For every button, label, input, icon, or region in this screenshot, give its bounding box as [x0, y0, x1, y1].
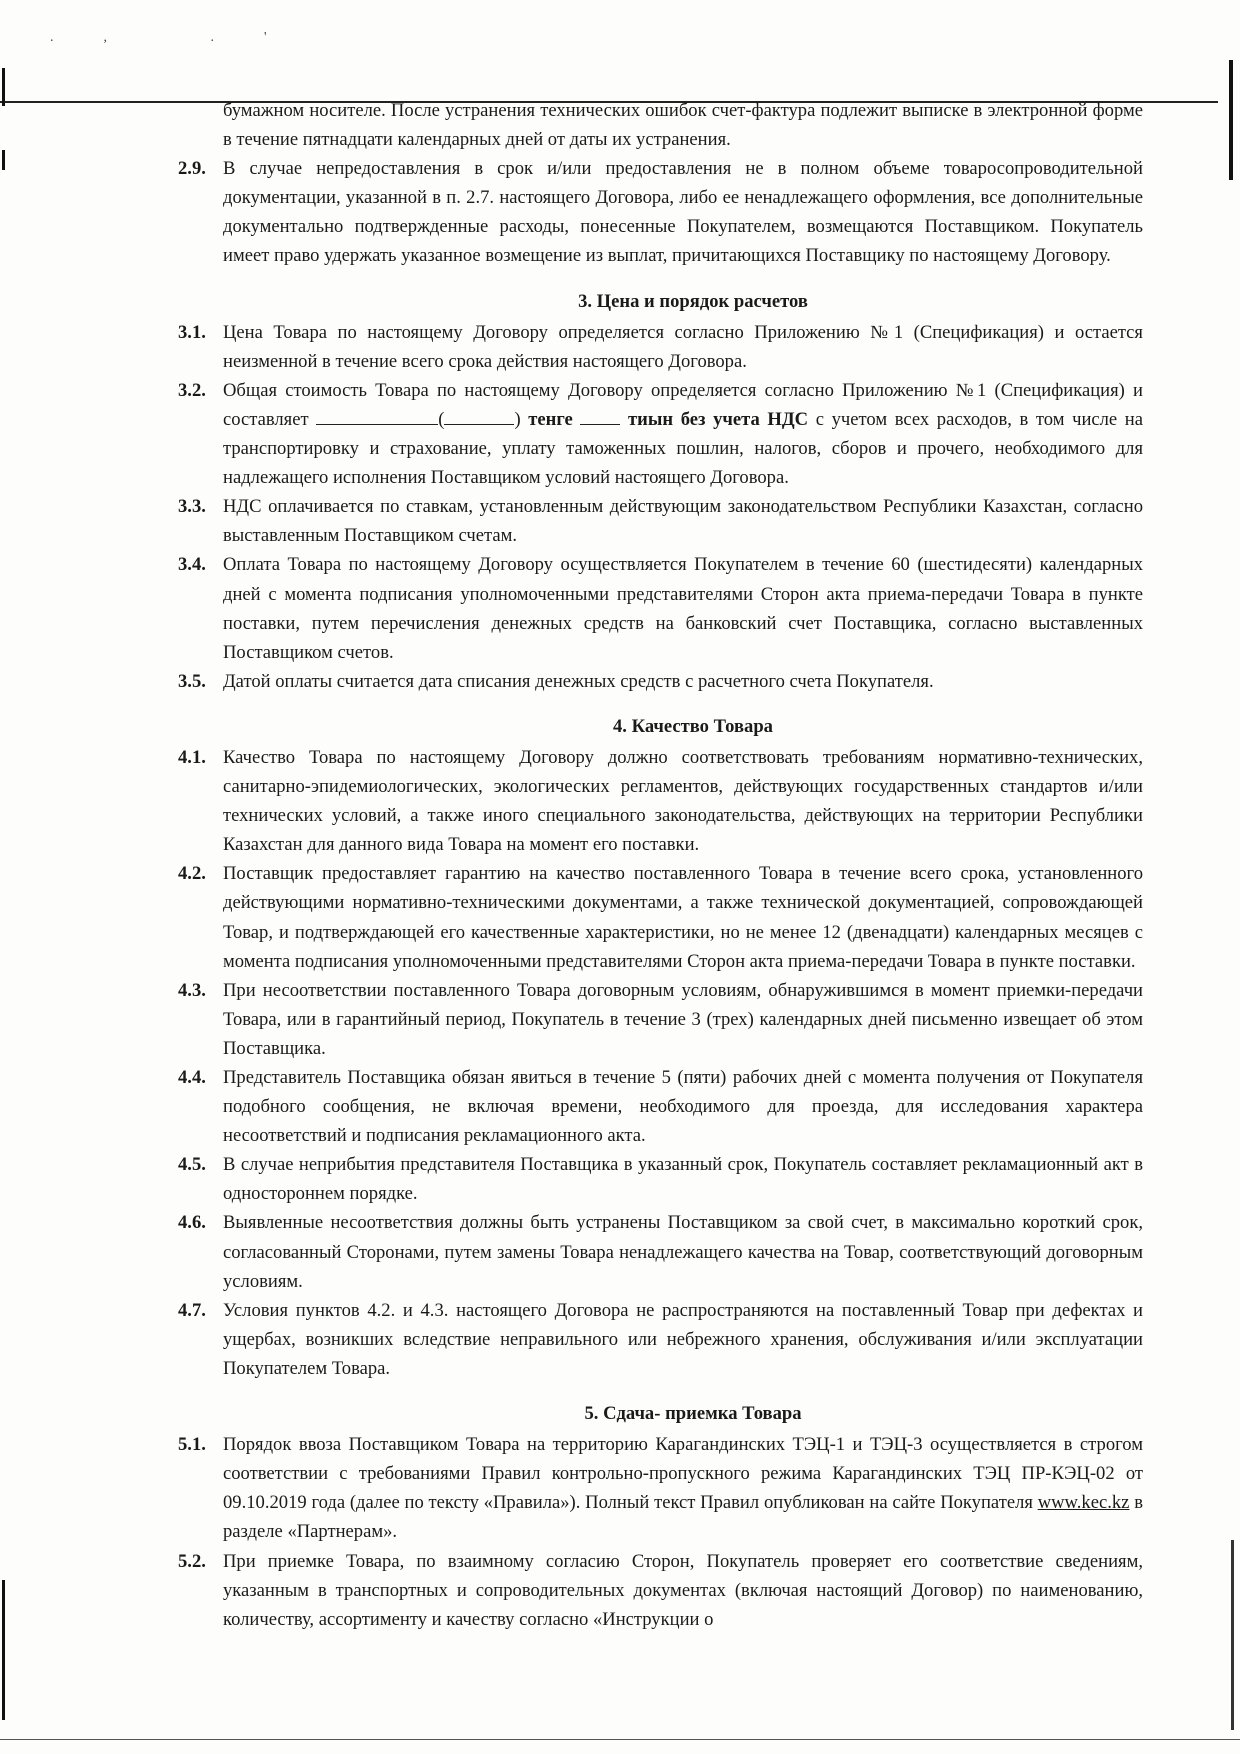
clause-text: В случае непредоставления в срок и/или предоставления не в полном объеме товаросопроводительной документации, указанной в п. 2.7. настоящего Договора, либо ее ненадлежащего оформления, все дополнительные документально подтвержденные расходы, понесенные Покупателем, возмещаются Поставщиком. Покупатель имеет право удержать указанное возмещение из выплат, причитающихся Поставщику по настоящему Договору. [223, 158, 1143, 267]
clause-number: 5.1. [178, 1434, 206, 1456]
clause-text: Качество Товара по настоящему Договору должно соответствовать требованиям нормативно-технических, санитарно-эпидемиологических, экологических регламентов, действующих государственных стандартов и/или технических условий, а также иного специального законодательства, действующих на территории Республики Казахстан для данного вида Товара на момент его поставки. [223, 746, 1143, 856]
clause-text: бумажном носителе. После устранения технических ошибок счет-фактура подлежит выписке в электронной форме в течение пятнадцати календарных дней от даты их устранения. [223, 100, 1143, 151]
tiyn-blank [580, 406, 620, 425]
clause-text-post: с учетом всех расходов, в том числе на транспортировку и страхование, уплату таможенных пошлин, налогов, сборов и прочего, необходимого для надлежащего исполнения Поставщиком условий настоящего Договора. [223, 408, 1143, 489]
clause-number: 3.4. [178, 554, 206, 576]
clause-4-1 [178, 743, 1143, 859]
right-edge-mark-1 [1229, 60, 1233, 180]
clause-text: Датой оплаты считается дата списания денежных средств с расчетного счета Покупателя. [223, 670, 934, 692]
scan-specks: ., .' [50, 30, 317, 45]
tenge-label: тенге [520, 408, 581, 430]
clause-4-3 [178, 976, 1143, 1063]
document-body [178, 96, 1143, 1634]
clause-text-pre: Порядок ввоза Поставщиком Товара на территорию Карагандинских ТЭЦ-1 и ТЭЦ-3 осуществляется в строгом соответствии с требованиями Правил контрольно-пропускного режима Карагандинских ТЭЦ ПР-КЭЦ-02 от 09.10.2019 года (далее по тексту «Правила»). Полный текст Правил опубликован на сайте Покупателя [223, 1434, 1143, 1514]
clause-3-4 [178, 550, 1143, 666]
clause-text: Оплата Товара по настоящему Договору осуществляется Покупателем в течение 60 (шестидесяти) календарных дней с момента подписания уполномоченными представителями Сторон акта приема-передачи Товара в пункте поставки, путем перечисления денежных средств на банковский счет Поставщика, согласно выставленных Поставщиком счетов. [223, 554, 1143, 663]
clause-number: 4.1. [178, 746, 206, 768]
clause-5-2 [178, 1547, 1143, 1634]
clause-4-5 [178, 1150, 1143, 1208]
paren-open: ( [438, 408, 445, 430]
clause-4-2 [178, 859, 1143, 975]
clause-3-1 [178, 318, 1143, 376]
clause-3-2 [178, 376, 1143, 492]
clause-3-5 [178, 667, 1143, 696]
right-edge-mark-2 [1231, 1540, 1234, 1730]
clause-4-4 [178, 1063, 1143, 1150]
clause-number: 3.3. [178, 496, 206, 518]
clause-4-7 [178, 1296, 1143, 1383]
clause-2-9 [178, 154, 1143, 270]
clause-4-6 [178, 1208, 1143, 1295]
clause-number: 4.2. [178, 863, 206, 885]
clause-text: Условия пунктов 4.2. и 4.3. настоящего Договора не распространяются на поставленный Товар при дефектах и ущербах, возникших вследствие неправильного или небрежного хранения, обслуживания и/или эксплуатации Покупателем Товара. [223, 1299, 1143, 1379]
clause-3-3 [178, 492, 1143, 550]
clause-number: 3.5. [178, 670, 206, 692]
amount-blank [316, 406, 438, 425]
clause-2-8-continuation [183, 96, 1143, 154]
section-4-title: 4. Качество Товара [613, 715, 773, 737]
clause-number: 5.2. [178, 1550, 206, 1572]
clause-text: Поставщик предоставляет гарантию на качество поставленного Товара в течение всего срока, установленного действующими нормативно-техническими документами, а также технической документацией, сопровождающей Товар, и подтверждающей его качественные характеристики, но не менее 12 (двенадцати) календарных месяцев с момента подписания уполномоченными представителями Сторон акта приема-передачи Товара в пункте поставки. [223, 863, 1143, 972]
clause-text: Выявленные несоответствия должны быть устранены Поставщиком за свой счет, в максимально короткий срок, согласованный Сторонами, путем замены Товара ненадлежащего качества на Товар, соответствующий договорным условиям. [223, 1212, 1143, 1292]
clause-number: 4.7. [178, 1299, 206, 1321]
left-edge-mark-1 [2, 68, 5, 106]
clause-number: 4.5. [178, 1154, 206, 1176]
section-5-title: 5. Сдача- приемка Товара [584, 1403, 802, 1425]
clause-text-post: в разделе «Партнерам». [223, 1492, 1143, 1543]
clause-number: 2.9. [178, 158, 206, 180]
clause-text: НДС оплачивается по ставкам, установленным действующим законодательством Республики Казахстан, согласно выставленным Поставщиком счетам. [223, 496, 1143, 547]
clause-text: Представитель Поставщика обязан явиться в течение 5 (пяти) рабочих дней с момента получения от Покупателя подобного сообщения, не включая времени, необходимого для проезда, для исследования характера несоответствий и подписания рекламационного акта. [223, 1067, 1143, 1147]
section-3-title: 3. Цена и порядок расчетов [578, 290, 808, 312]
amount-words-blank [444, 406, 514, 425]
clause-5-1 [178, 1430, 1143, 1546]
clause-text: При приемке Товара, по взаимному согласию Сторон, Покупатель проверяет его соответствие сведениям, указанным в транспортных и сопроводительных документах (включая настоящий Договор) по наименованию, количеству, ассортименту и качеству согласно «Инструкции о [223, 1550, 1143, 1630]
clause-text: В случае неприбытия представителя Поставщика в указанный срок, Покупатель составляет рекламационный акт в одностороннем порядке. [223, 1154, 1143, 1205]
clause-text: При несоответствии поставленного Товара договорным условиям, обнаружившимся в момент приемки-передачи Товара, или в гарантийный период, Покупатель в течение 3 (трех) календарных дней письменно извещает об этом Поставщика. [223, 979, 1143, 1059]
clause-text-pre: Общая стоимость Товара по настоящему Договору определяется согласно Приложению №1 (Спецификация) и составляет [223, 379, 1143, 430]
website-link[interactable]: www.kec.kz [1037, 1492, 1130, 1514]
clause-text: Цена Товара по настоящему Договору определяется согласно Приложению №1 (Спецификация) и остается неизменной в течение всего срока действия настоящего Договора. [223, 321, 1143, 372]
clause-number: 3.2. [178, 379, 206, 401]
clause-number: 4.3. [178, 979, 206, 1001]
left-edge-mark-3 [2, 1580, 5, 1720]
clause-number: 3.1. [178, 321, 206, 343]
clause-number: 4.6. [178, 1212, 206, 1234]
scan-line-bottom [0, 1739, 1240, 1740]
left-edge-mark-2 [2, 150, 5, 170]
clause-number: 4.4. [178, 1067, 206, 1088]
paren-close: ) [514, 408, 521, 430]
tiyn-label: тиын без учета НДС [620, 408, 809, 430]
